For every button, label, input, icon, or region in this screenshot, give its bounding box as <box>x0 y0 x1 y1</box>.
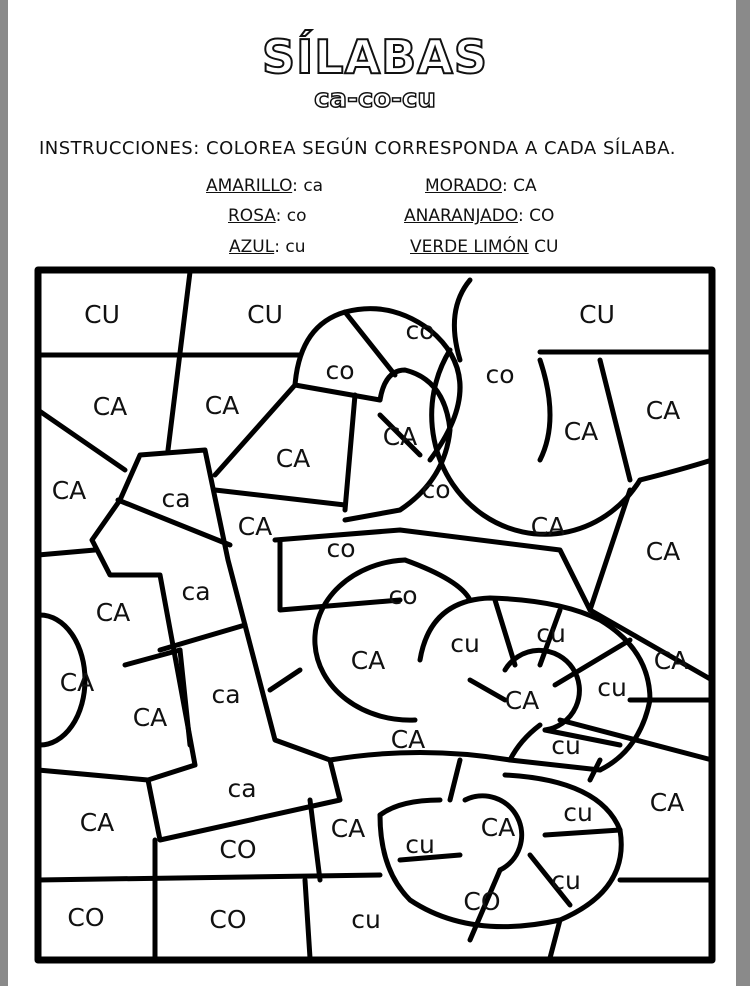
region-label: CA <box>51 476 87 505</box>
worksheet-title: SÍLABAS <box>262 30 488 84</box>
legend-syllable: CA <box>513 176 537 196</box>
region-label: co <box>421 475 451 504</box>
region-label: ca <box>227 774 257 803</box>
region-label: CU <box>247 300 283 329</box>
region-label: CU <box>579 300 615 329</box>
region-label: ca <box>161 484 191 513</box>
region-label: CO <box>219 835 257 864</box>
region-label: CU <box>84 300 120 329</box>
legend-item-rosa: ROSA: co <box>228 206 307 226</box>
region-label: cu <box>450 629 480 658</box>
region-label: CA <box>204 391 240 420</box>
region-label: CA <box>79 808 115 837</box>
legend-color-name: ANARANJADO <box>404 206 518 226</box>
region-label: cu <box>551 731 581 760</box>
legend-color-name: AMARILLO <box>206 176 293 196</box>
region-label: CA <box>563 417 599 446</box>
region-label: ca <box>181 577 211 606</box>
region-label: CO <box>463 887 501 916</box>
region-label: CA <box>92 392 128 421</box>
region-label: CA <box>350 646 386 675</box>
region-label: cu <box>351 905 381 934</box>
legend-syllable: CO <box>529 206 555 226</box>
region-label: CA <box>59 668 95 697</box>
region-label: CA <box>530 512 566 541</box>
instructions-text: INSTRUCCIONES: COLOREA SEGÚN CORRESPONDA A CADA SÍLABA. <box>38 138 677 159</box>
region-label: CA <box>504 686 540 715</box>
legend-syllable: co <box>286 206 307 226</box>
region-label: co <box>326 534 356 563</box>
region-label: cu <box>551 866 581 895</box>
region-label: CA <box>480 813 516 842</box>
legend-syllable: cu <box>285 237 306 257</box>
region-label: CO <box>67 903 105 932</box>
region-label: CO <box>209 905 247 934</box>
region-label: CA <box>237 512 273 541</box>
region-label: CA <box>382 422 418 451</box>
region-label: cu <box>536 619 566 648</box>
region-label: ca <box>211 680 241 709</box>
region-label: CA <box>275 444 311 473</box>
region-label: CA <box>132 703 168 732</box>
region-label: co <box>388 581 418 610</box>
legend-item-amarillo: AMARILLO: ca <box>206 176 324 196</box>
legend-syllable: ca <box>303 176 324 196</box>
region-label: CA <box>95 598 131 627</box>
region-label: CA <box>330 814 366 843</box>
legend-color-name: MORADO <box>425 176 502 196</box>
region-label: CA <box>653 646 689 675</box>
region-label: CA <box>390 725 426 754</box>
region-label: co <box>325 356 355 385</box>
legend-color-name: ROSA <box>228 206 276 226</box>
legend-item-anaranjado: ANARANJADO: CO <box>404 206 555 226</box>
worksheet-subtitle: ca-co-cu <box>314 84 436 114</box>
region-label: CA <box>649 788 685 817</box>
legend-item-morado: MORADO: CA <box>425 176 537 196</box>
region-label: cu <box>563 798 593 827</box>
region-label: CA <box>645 537 681 566</box>
legend-color-name: AZUL <box>229 237 275 257</box>
region-label: CA <box>645 396 681 425</box>
legend-syllable: CU <box>534 237 559 257</box>
legend-item-azul: AZUL: cu <box>229 237 306 257</box>
region-label: cu <box>405 830 435 859</box>
legend-color-name: VERDE LIMÓN <box>410 237 529 257</box>
region-label: co <box>405 316 435 345</box>
region-label: cu <box>597 673 627 702</box>
region-outlines <box>38 270 712 960</box>
region-label: co <box>485 360 515 389</box>
